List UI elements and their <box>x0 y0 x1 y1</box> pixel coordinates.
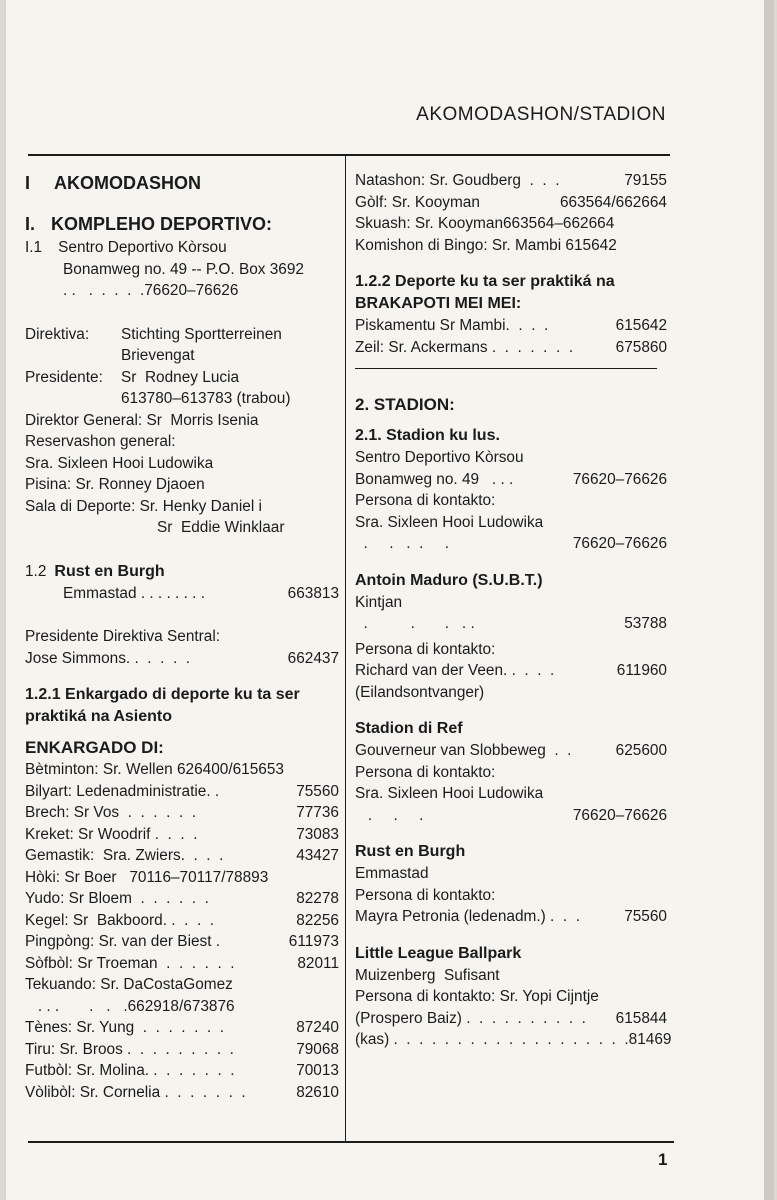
presidente-direktiva: Presidente Direktiva Sentral: <box>25 628 221 645</box>
antoin-name-row: Richard van der Veen. . . . . 611960 <box>355 662 667 679</box>
rb-name-row: Mayra Petronia (ledenadm.) . . . 75560 <box>355 908 667 925</box>
list-item <box>25 781 339 803</box>
s122-title-1: 1.2.2 Deporte ku ta ser praktiká na <box>355 273 615 290</box>
item-label: Natashon: Sr. Goudberg . . . <box>355 172 560 189</box>
list-item <box>355 337 667 359</box>
item-phone: 79155 <box>624 172 667 189</box>
list-item <box>25 867 339 889</box>
ll-heading: Little League Ballpark <box>355 944 522 962</box>
antoin-tel-row: . . . . . 53788 <box>355 615 667 632</box>
item-phone: 82011 <box>297 954 339 972</box>
s21-line2: Bonamweg no. 49 . . . 76620–76626 <box>355 470 667 488</box>
sala-line-1: Sala di Deporte: Sr. Henky Daniel i <box>25 497 262 515</box>
stadion-heading: 2. STADION: <box>355 395 455 414</box>
ll-contact: Persona di kontakto: Sr. Yopi Cijntje <box>355 988 599 1005</box>
list-item <box>25 1082 339 1104</box>
section-rule <box>355 368 657 369</box>
list-item <box>25 824 339 846</box>
list-item <box>25 1060 339 1082</box>
direktiva-cont: Brievengat <box>121 347 195 364</box>
item-label: Tiru: Sr. Broos . . . . . . . . . <box>25 1040 234 1058</box>
item-label: Kreket: Sr Woodrif . . . . <box>25 825 198 843</box>
item-label: Brech: Sr Vos . . . . . . <box>25 804 197 821</box>
antoin-heading: Antoin Maduro (S.U.B.T.) <box>355 571 543 589</box>
document-page <box>6 0 764 1200</box>
item-phone: 611973 <box>288 933 339 950</box>
item-1-1: I.1 Sentro Deportivo Kòrsou <box>25 239 227 256</box>
list-item <box>25 1017 339 1039</box>
column-divider <box>345 156 346 1141</box>
list-item <box>25 802 339 824</box>
item-label: Gemastik: Sra. Zwiers. . . . <box>25 847 224 864</box>
pisina-line: Pisina: Sr. Ronney Djaoen <box>25 476 205 493</box>
ref-tel-row: . . . 76620–76626 <box>355 806 667 824</box>
list-item <box>25 845 339 867</box>
item-label: Tekuando: Sr. DaCostaGomez <box>25 976 233 993</box>
item-phone: 79068 <box>296 1040 339 1058</box>
jose-row: Jose Simmons. . . . . . 662437 <box>25 649 339 667</box>
antoin-place: Kintjan <box>355 593 403 611</box>
item-label: Pingpòng: Sr. van der Biest . <box>25 933 221 950</box>
item-label: Futbòl: Sr. Molina. . . . . . . . <box>25 1062 235 1079</box>
list-item <box>25 910 339 932</box>
list-item <box>355 192 667 214</box>
page-header: AKOMODASHON/STADION <box>416 104 666 125</box>
item-label: Zeil: Sr. Ackermans . . . . . . . <box>355 338 574 356</box>
item-phone: 43427 <box>296 847 339 864</box>
direktor-general: Direktor General: Sr Morris Isenia <box>25 411 259 429</box>
item-phone: 75560 <box>296 782 339 800</box>
list-item <box>355 315 667 337</box>
reservashon-name: Sra. Sixleen Hooi Ludowika <box>25 454 214 472</box>
s21-line1: Sentro Deportivo Kòrsou <box>355 449 524 466</box>
page-number: 1 <box>658 1150 668 1169</box>
direktiva-row: Direktiva: Stichting Sportterreinen <box>25 325 282 343</box>
item-phone: 82610 <box>296 1083 339 1101</box>
section-heading: I AKOMODASHON <box>25 173 202 193</box>
s21-contact: Persona di kontakto: <box>355 492 496 509</box>
s21-name: Sra. Sixleen Hooi Ludowika <box>355 513 544 531</box>
address-line: Bonamweg no. 49 -- P.O. Box 3692 <box>63 260 304 278</box>
rb-heading: Rust en Burgh <box>355 843 466 860</box>
left-column <box>25 170 339 1103</box>
item-label: Vòlibòl: Sr. Cornelia . . . . . . . <box>25 1083 246 1101</box>
item-phone: 77736 <box>296 804 339 821</box>
enkargado-title-2: praktiká na Asiento <box>25 708 173 725</box>
sports-list <box>25 759 339 1103</box>
item-label: Bilyart: Ledenadministratie. . <box>25 782 220 800</box>
sports-list-cont <box>355 170 667 256</box>
item-phone: 675860 <box>615 338 667 356</box>
item-phone: 663564/662664 <box>560 193 667 211</box>
rb-place: Emmastad <box>355 865 429 882</box>
subsection-heading: I. KOMPLEHO DEPORTIVO: <box>25 214 273 234</box>
ll-name-row: (Prospero Baiz) . . . . . . . . . . 615844 <box>355 1009 667 1027</box>
item-phone: 82256 <box>296 911 339 929</box>
reservashon-label: Reservashon general: <box>25 433 176 450</box>
top-rule <box>28 154 670 156</box>
item-phone: 70013 <box>296 1062 339 1079</box>
antoin-contact: Persona di kontakto: <box>355 640 496 658</box>
rb-contact: Persona di kontakto: <box>355 886 496 904</box>
rust-heading: 1.2 Rust en Burgh <box>25 562 165 580</box>
ref-name: Sra. Sixleen Hooi Ludowika <box>355 785 544 802</box>
ref-heading: Stadion di Ref <box>355 720 463 737</box>
list-item <box>25 888 339 910</box>
item-label: . . . . . .662918/673876 <box>25 997 235 1015</box>
sala-line-2: Sr Eddie Winklaar <box>157 519 285 536</box>
antoin-extra: (Eilandsontvanger) <box>355 683 485 701</box>
bottom-rule <box>28 1141 674 1143</box>
s21-heading: 2.1. Stadion ku lus. <box>355 427 500 444</box>
list-item <box>25 1039 339 1061</box>
list-item <box>25 759 339 781</box>
list-item <box>25 931 339 953</box>
rust-place-row: Emmastad . . . . . . . . 663813 <box>63 584 339 602</box>
list-item <box>25 996 339 1018</box>
s21-tel-row: . . . . . 76620–76626 <box>355 535 667 552</box>
item-label: Piskamentu Sr Mambi. . . . <box>355 317 549 334</box>
ref-contact: Persona di kontakto: <box>355 763 496 781</box>
item-phone: 615642 <box>615 317 667 334</box>
enkargado-title-1: 1.2.1 Enkargado di deporte ku ta ser <box>25 686 300 703</box>
list-item <box>355 213 667 235</box>
s122-title-2: BRAKAPOTI MEI MEI: <box>355 295 522 312</box>
list-item <box>355 235 667 257</box>
ll-place: Muizenberg Sufisant <box>355 966 500 984</box>
item-phone: 82278 <box>296 890 339 907</box>
item-label: Hòki: Sr Boer 70116–70117/78893 <box>25 868 269 886</box>
item-label: Komishon di Bingo: Sr. Mambi 615642 <box>355 236 617 254</box>
item-label: Skuash: Sr. Kooyman663564–662664 <box>355 215 615 232</box>
item-label: Tènes: Sr. Yung . . . . . . . <box>25 1019 225 1036</box>
item-label: Sòfbòl: Sr Troeman . . . . . . <box>25 954 235 972</box>
s122-list <box>355 315 667 358</box>
presidente-row: Presidente: Sr Rodney Lucia <box>25 368 240 386</box>
item-phone: 87240 <box>296 1019 339 1036</box>
ref-addr-row: Gouverneur van Slobbeweg . . 625600 <box>355 742 667 759</box>
item-phone: 73083 <box>296 825 339 843</box>
item-label: Kegel: Sr Bakboord. . . . . <box>25 911 215 929</box>
item-label: Yudo: Sr Bloem . . . . . . <box>25 890 209 907</box>
phone-line: . . . . . . .76620–76626 <box>63 282 239 299</box>
ll-kas-row: (kas) . . . . . . . . . . . . . . . . . . . 81469 <box>355 1031 672 1048</box>
item-label: Gòlf: Sr. Kooyman <box>355 193 480 211</box>
presidente-tel: 613780–613783 (trabou) <box>121 390 291 407</box>
list-item <box>25 974 339 996</box>
right-column <box>355 170 672 1051</box>
list-item <box>355 170 667 192</box>
enkargado-heading: ENKARGADO DI: <box>25 738 164 757</box>
item-label: Bètminton: Sr. Wellen 626400/615653 <box>25 761 284 778</box>
list-item <box>25 953 339 975</box>
